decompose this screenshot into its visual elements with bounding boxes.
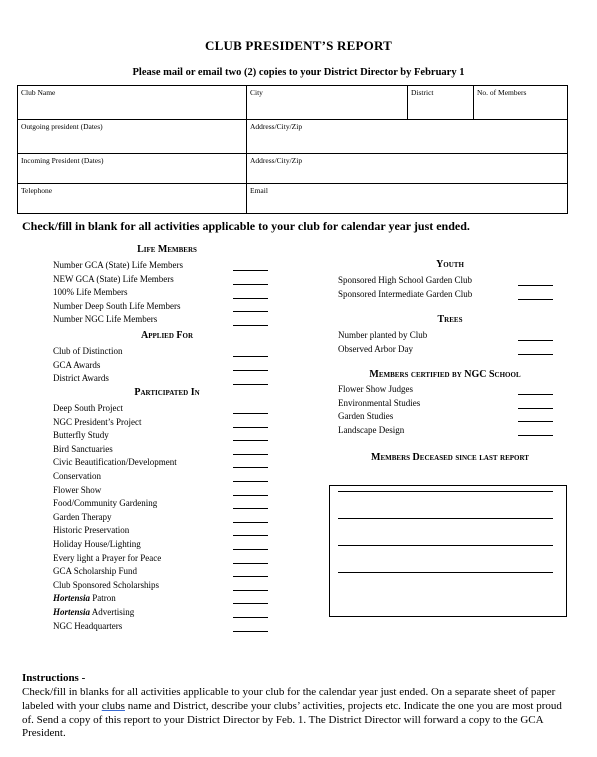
blank-line[interactable] (518, 435, 553, 436)
trees-heading: Trees (437, 314, 463, 325)
blank-line[interactable] (233, 384, 268, 385)
blank-line[interactable] (233, 535, 268, 536)
list-item: Club Sponsored Scholarships (53, 579, 160, 590)
blank-line[interactable] (338, 491, 553, 492)
list-item: Observed Arbor Day (338, 343, 413, 354)
applied-for-heading: Applied For (141, 330, 193, 341)
list-item: Conservation (53, 470, 101, 481)
blank-line[interactable] (518, 394, 553, 395)
participated-blank-lines (233, 413, 268, 644)
list-item: Sponsored High School Garden Club (338, 275, 472, 285)
list-item: Every light a Prayer for Peace (53, 552, 162, 563)
life-members-heading: Life Members (137, 244, 197, 255)
list-item: NEW GCA (State) Life Members (53, 273, 174, 284)
list-item: District Awards (53, 373, 109, 384)
applied-for-list (53, 345, 268, 386)
list-item: Garden Studies (338, 411, 394, 422)
list-item: GCA Scholarship Fund (53, 566, 138, 577)
list-item: Food/Community Gardening (53, 498, 158, 509)
blank-line[interactable] (233, 284, 268, 285)
blank-line[interactable] (518, 421, 553, 422)
checklist-heading: Check/fill in blank for all activities applicable to your club for calendar year just ended. (22, 219, 470, 233)
telephone-field[interactable]: Telephone (18, 184, 247, 214)
blank-line[interactable] (233, 481, 268, 482)
list-item: NGC Headquarters (53, 620, 123, 631)
blank-line[interactable] (338, 518, 553, 519)
list-item: Holiday House/Lighting (53, 538, 141, 549)
ngc-school-heading: Members certified by NGC School (369, 369, 521, 380)
list-item: 100% Life Members (53, 287, 128, 298)
blank-line[interactable] (518, 285, 553, 286)
blank-line[interactable] (233, 356, 268, 357)
blank-line[interactable] (233, 576, 268, 577)
list-item: Number NGC Life Members (53, 314, 158, 325)
blank-line[interactable] (233, 413, 268, 414)
club-info-table (17, 85, 568, 214)
blank-line[interactable] (233, 631, 268, 632)
blank-line[interactable] (233, 311, 268, 312)
ngc-school-list (338, 383, 568, 437)
list-item: NGC President’s Project (53, 416, 142, 427)
blank-line[interactable] (233, 617, 268, 618)
blank-line[interactable] (233, 440, 268, 441)
list-item: Deep South Project (53, 403, 123, 413)
instructions-part-2: name and District, describe your clubs’ activities, projects etc. Indicate the one you are most proud of. Send a copy of this report to your District Director by Feb. 1. The District Director will forward a copy to the GCA President. (22, 699, 562, 740)
blank-line[interactable] (233, 270, 268, 271)
blank-line[interactable] (518, 354, 553, 355)
deceased-members-box[interactable] (329, 485, 567, 617)
list-item: Bird Sanctuaries (53, 443, 113, 454)
list-item: Garden Therapy (53, 511, 112, 522)
blank-line[interactable] (233, 298, 268, 299)
deceased-heading: Members Deceased since last report (371, 452, 529, 463)
blank-line[interactable] (338, 572, 553, 573)
blank-line[interactable] (233, 370, 268, 371)
list-item: Flower Show (53, 484, 102, 495)
advertising-word: Advertising (90, 606, 135, 617)
list-item: Environmental Studies (338, 397, 421, 408)
list-item: Butterfly Study (53, 430, 109, 441)
incoming-president-field[interactable]: Incoming President (Dates) (18, 154, 247, 184)
hortensia-word: Hortensia (53, 593, 91, 604)
outgoing-address-field[interactable]: Address/City/Zip (247, 120, 568, 154)
blank-line[interactable] (233, 603, 268, 604)
clubs-word: clubs (101, 699, 125, 712)
youth-list (338, 274, 568, 301)
blank-line[interactable] (233, 427, 268, 428)
instructions-heading: Instructions - (22, 672, 86, 684)
trees-list (338, 329, 568, 356)
blank-line[interactable] (518, 340, 553, 341)
club-name-field[interactable]: Club Name (18, 86, 247, 120)
participated-in-heading: Participated In (134, 387, 200, 398)
members-count-field[interactable]: No. of Members (474, 86, 568, 120)
list-item: Club of Distinction (53, 346, 123, 356)
blank-line[interactable] (518, 408, 553, 409)
youth-heading: Youth (436, 259, 464, 270)
list-item: Number Deep South Life Members (53, 300, 181, 311)
list-item: Flower Show Judges (338, 384, 414, 394)
blank-line[interactable] (233, 325, 268, 326)
list-item: Number planted by Club (338, 330, 428, 340)
patron-word: Patron (90, 593, 116, 604)
instructions-part-1: Check/fill in blanks for all activities applicable to your club for the calendar year just ended. On a separate sheet of paper labeled with your (22, 686, 556, 712)
blank-line[interactable] (233, 522, 268, 523)
hortensia-word: Hortensia (53, 606, 91, 617)
instructions-text (22, 686, 572, 741)
city-field[interactable]: City (247, 86, 408, 120)
list-item: Historic Preservation (53, 525, 130, 536)
outgoing-president-field[interactable]: Outgoing president (Dates) (18, 120, 247, 154)
district-field[interactable]: District (408, 86, 474, 120)
blank-line[interactable] (518, 299, 553, 300)
list-item: Sponsored Intermediate Garden Club (338, 288, 473, 299)
page-title: CLUB PRESIDENT’S REPORT (205, 38, 392, 53)
list-item: Civic Beautification/Development (53, 457, 177, 468)
email-field[interactable]: Email (247, 184, 568, 214)
list-item: Number GCA (State) Life Members (53, 260, 183, 270)
list-item: GCA Awards (53, 359, 101, 370)
list-item: Landscape Design (338, 424, 405, 435)
mailing-instruction: Please mail or email two (2) copies to your District Director by February 1 (132, 67, 465, 78)
blank-line[interactable] (233, 549, 268, 550)
blank-line[interactable] (233, 495, 268, 496)
blank-line[interactable] (233, 590, 268, 591)
incoming-address-field[interactable]: Address/City/Zip (247, 154, 568, 184)
blank-line[interactable] (233, 508, 268, 509)
blank-line[interactable] (233, 467, 268, 468)
blank-line[interactable] (233, 563, 268, 564)
blank-line[interactable] (338, 545, 553, 546)
blank-line[interactable] (233, 454, 268, 455)
